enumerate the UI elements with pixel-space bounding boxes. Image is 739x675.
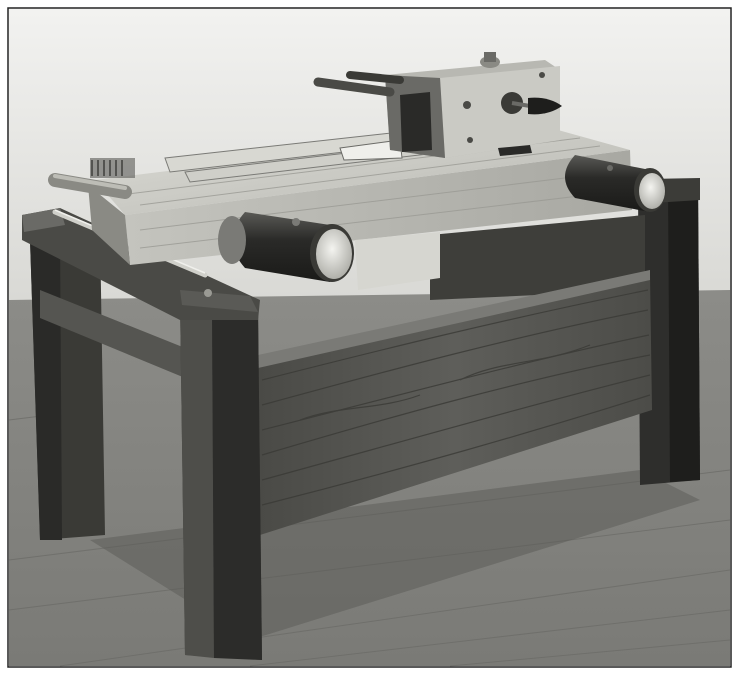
- back-rod-2: [350, 75, 400, 80]
- vise-jaw: [400, 92, 432, 152]
